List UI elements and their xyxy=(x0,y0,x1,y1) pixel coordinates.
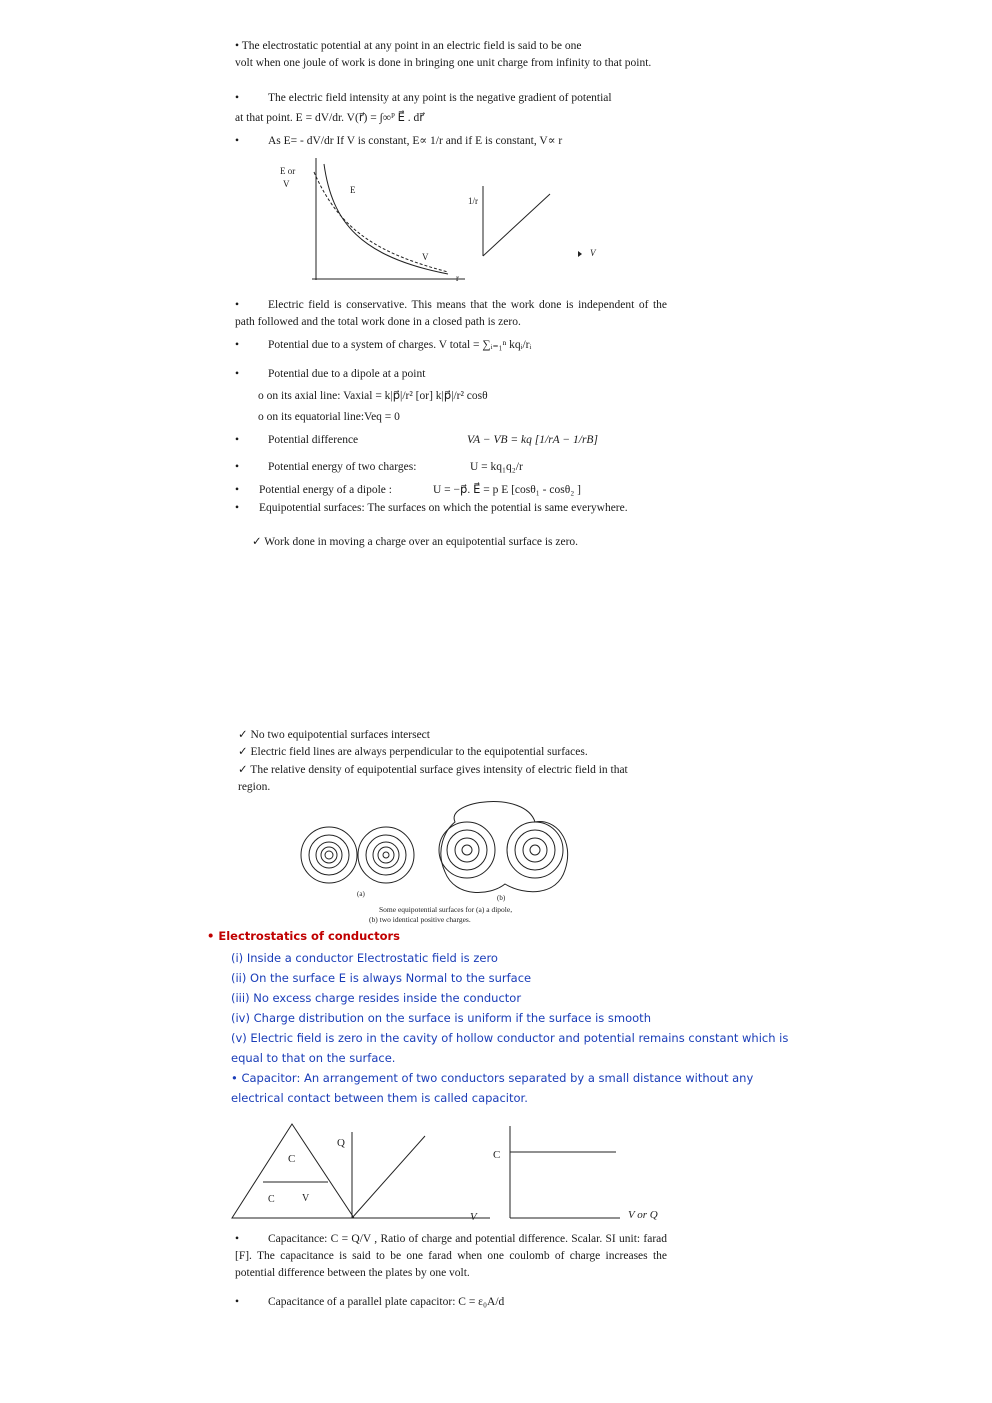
conductors-heading: • Electrostatics of conductors xyxy=(207,929,401,943)
triangle-label-c: C xyxy=(268,1194,275,1205)
cv-triangle xyxy=(232,1124,354,1218)
pe-two-charges-equation: U = kq₁q₂/r xyxy=(470,461,523,473)
fig1-label-e-or: E or xyxy=(280,166,296,176)
parallel-plate-text: Capacitance of a parallel plate capacitor: C = ε₀A/d xyxy=(268,1296,505,1308)
figure-equipotential-surfaces xyxy=(295,800,575,928)
fig1-curve-label-v: V xyxy=(422,252,429,262)
fig2-axis-label-v: V xyxy=(590,248,596,258)
capacitor-definition: • Capacitor: An arrangement of two conductors separated by a small distance without any electrical contact between them is called capacitor. xyxy=(231,1071,754,1105)
fig1-label-v: V xyxy=(283,179,290,189)
figure-capacitor-graphs xyxy=(230,1120,670,1225)
check-no-intersect: ✓ No two equipotential surfaces intersect xyxy=(238,729,430,741)
field-gradient-line1: The electric field intensity at any point is the negative gradient of potential xyxy=(268,92,612,104)
conductor-item-2: (ii) On the surface E is always Normal to the surface xyxy=(231,971,532,985)
potential-definition-rest: volt when one joule of work is done in bringing one unit charge from infinity to that point. xyxy=(235,57,652,69)
paragraph-proportionality xyxy=(235,133,667,150)
potential-difference-equation: VA − VB = kq [1/rA − 1/rB] xyxy=(467,434,598,446)
triangle-label-v: V xyxy=(302,1193,310,1204)
fig2-arrow xyxy=(578,251,582,257)
bullet: • xyxy=(235,368,240,380)
paragraph-potential-definition xyxy=(235,38,667,72)
paragraph-field-gradient xyxy=(235,90,667,127)
bullet: • xyxy=(235,484,240,496)
dipole-potential-text: Potential due to a dipole at a point xyxy=(268,368,426,380)
bullet: • xyxy=(235,434,240,446)
bullet: • xyxy=(235,92,240,104)
conservative-field-text: Electric field is conservative. This means that the work done is independent of the path followed and the total work done in a closed path is zero. xyxy=(235,299,667,328)
paragraph-conservative-field xyxy=(235,297,667,331)
system-charges-text: Potential due to a system of charges. V total = ∑ᵢ₌₁ⁿ kqᵢ/rᵢ xyxy=(268,339,532,351)
pe-two-charges-label: Potential energy of two charges: xyxy=(268,461,417,473)
triangle-label-q: C xyxy=(288,1153,296,1165)
pe-dipole-label: Potential energy of a dipole : xyxy=(259,484,392,496)
capacitance-text: Capacitance: C = Q/V , Ratio of charge and potential difference. Scalar. SI unit: farad [F]. The capacitance is said to be one farad when one coulomb of charge increases the potential difference between the plates by one volt. xyxy=(235,1233,667,1279)
field-gradient-line2: at that point. E = dV/dr. V(r⃗) = ∫∞ᴾ E⃗ . dr⃗ xyxy=(235,112,425,124)
dipole-axial: o on its axial line: Vaxial = k|p⃗|/r² [or] k|p⃗|/r² cosθ xyxy=(258,390,488,402)
check-perpendicular: ✓ Electric field lines are always perpendicular to the equipotential surfaces. xyxy=(238,746,588,758)
paragraph-pe-two-charges xyxy=(235,459,667,476)
c-axis-label: C xyxy=(493,1149,501,1161)
bullet: • xyxy=(235,502,240,514)
dipole-surfaces xyxy=(301,827,414,883)
paragraph-equipotential xyxy=(235,500,667,517)
paragraph-potential-difference xyxy=(235,432,667,449)
two-positive-charges-surfaces xyxy=(439,802,568,893)
paragraph-capacitance xyxy=(235,1231,667,1282)
qv-axis-label-q: Q xyxy=(337,1137,345,1149)
bullet: • xyxy=(235,299,240,311)
bullet: • xyxy=(235,461,240,473)
paragraph-dipole-potential xyxy=(235,366,667,383)
bullet: • xyxy=(235,135,240,147)
fig-label-b: (b) xyxy=(497,894,506,902)
bullet: • xyxy=(235,1296,240,1308)
fig2-line xyxy=(483,194,550,256)
fig1-e-curve xyxy=(324,164,448,274)
bullet: • xyxy=(235,1233,240,1245)
qv-axis-label-v: V xyxy=(470,1211,477,1223)
qv-line xyxy=(352,1136,425,1218)
fig-label-a: (a) xyxy=(357,890,365,898)
fig1-curve-label-e: E xyxy=(350,185,356,195)
fig-caption-line1: Some equipotential surfaces for (a) a dipole, xyxy=(379,905,513,914)
fig2-axis-label-inv-r: 1/r xyxy=(468,196,478,206)
c-axis-label-v-or-q: V or Q xyxy=(628,1209,658,1221)
paragraph-system-charges xyxy=(235,337,667,354)
proportionality-text: As E= - dV/dr If V is constant, E∝ 1/r and if E is constant, V∝ r xyxy=(268,135,563,147)
conductor-item-3: (iii) No excess charge resides inside the conductor xyxy=(231,991,522,1005)
potential-difference-label: Potential difference xyxy=(268,434,359,446)
conductor-item-1: (i) Inside a conductor Electrostatic field is zero xyxy=(231,951,498,965)
paragraph-parallel-plate xyxy=(235,1294,667,1311)
equipotential-work: ✓ Work done in moving a charge over an equipotential surface is zero. xyxy=(252,536,579,548)
equipotential-text: Equipotential surfaces: The surfaces on which the potential is same everywhere. xyxy=(259,502,628,514)
bullet: • xyxy=(235,339,240,351)
dipole-equatorial: o on its equatorial line:Veq = 0 xyxy=(258,411,400,423)
pe-dipole-equation: U = −p⃗. E⃗ = p E [cosθ₁ - cosθ₂ ] xyxy=(433,484,581,496)
figure-field-potential-graphs xyxy=(270,152,610,287)
conductor-item-4: (iv) Charge distribution on the surface is uniform if the surface is smooth xyxy=(231,1011,651,1025)
check-relative-density: ✓ The relative density of equipotential surface gives intensity of electric field in that region. xyxy=(238,764,628,793)
fig1-axis-label-r: r xyxy=(456,273,459,283)
conductor-item-5: (v) Electric field is zero in the cavity of hollow conductor and potential remains constant which is equal to that on the surface. xyxy=(231,1031,789,1065)
potential-definition-line1: • The electrostatic potential at any point in an electric field is said to be one xyxy=(235,40,582,52)
fig-caption-line2: (b) two identical positive charges. xyxy=(369,915,471,924)
conductors-list xyxy=(231,948,791,1108)
